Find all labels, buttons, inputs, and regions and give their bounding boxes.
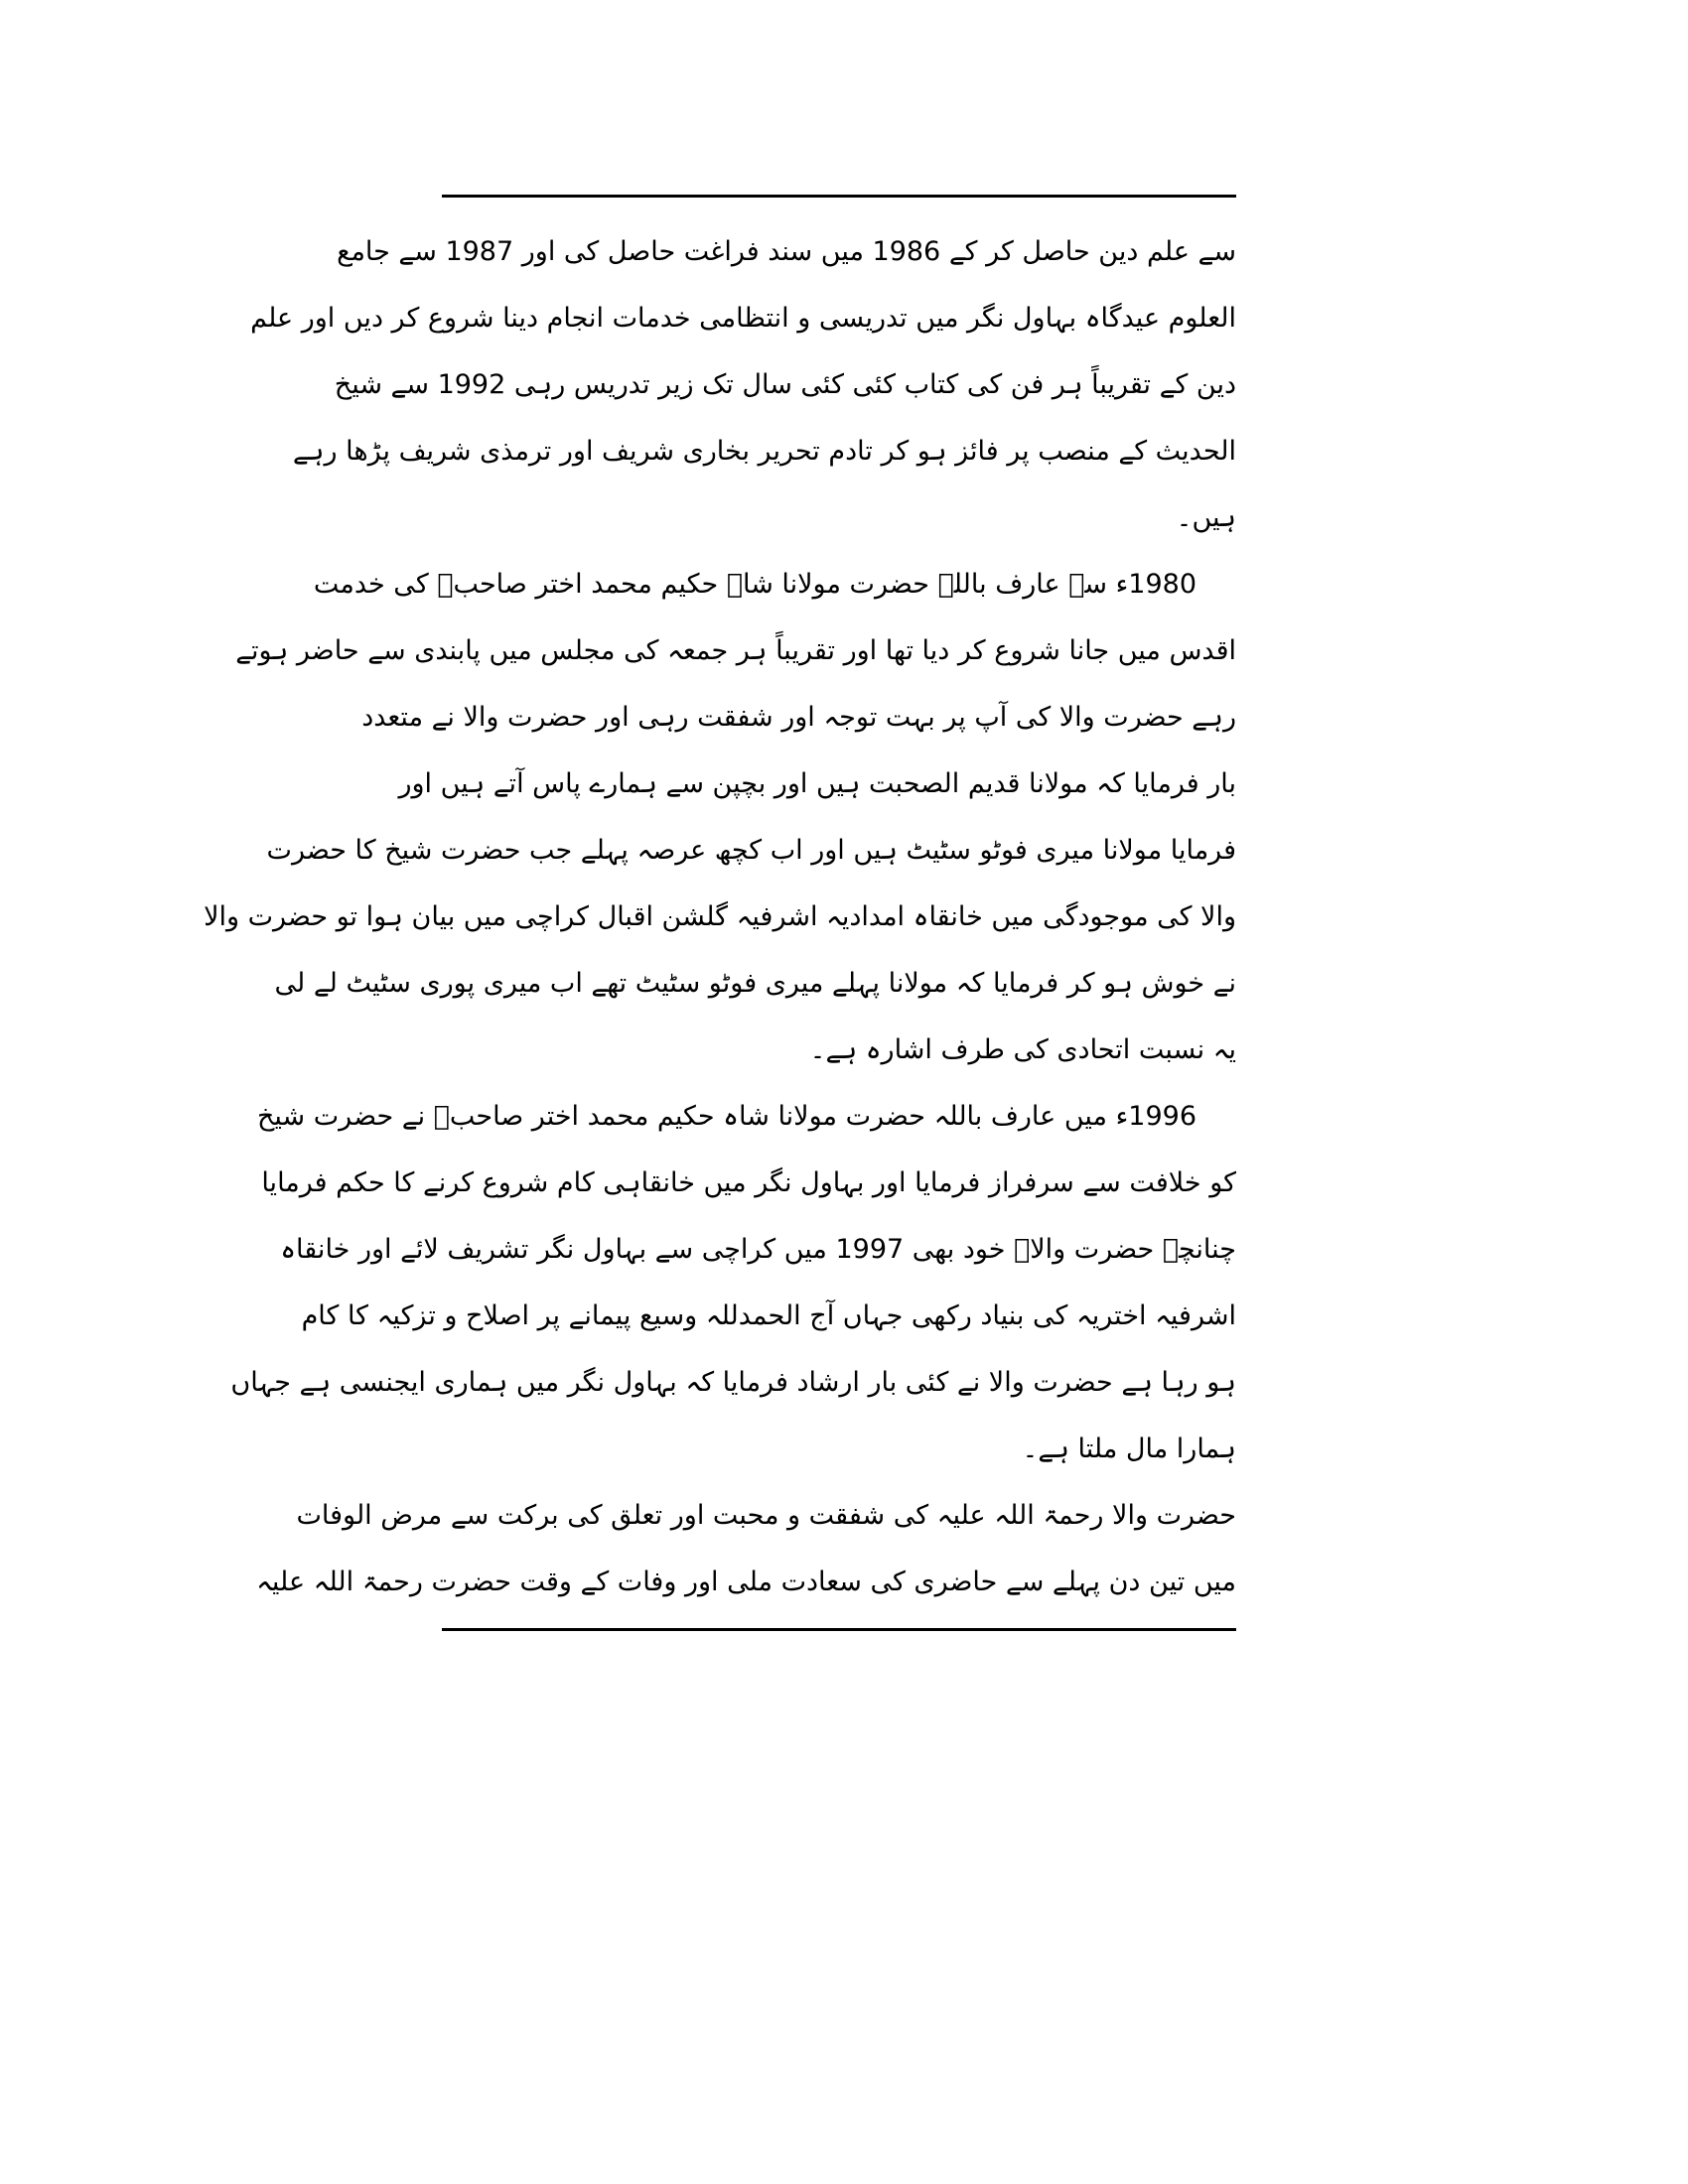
- body-text: [204, 218, 1236, 1615]
- text-line: نے خوش ہو کر فرمایا کہ مولانا پہلے میری فوٹو سٹیٹ تھے اب میری پوری سٹیٹ لے لی: [274, 968, 1236, 999]
- paragraph-1: [250, 218, 1236, 551]
- text-line: چنانچہ حضرت والاؒ خود بھی 1997 میں کراچی سے بہاول نگر تشریف لائے اور خانقاہ: [280, 1234, 1236, 1265]
- text-line: ہو رہا ہے حضرت والا نے کئی بار ارشاد فرمایا کہ بہاول نگر میں ہماری ایجنسی ہے جہاں: [230, 1367, 1236, 1398]
- text-line: رہے حضرت والا کی آپ پر بہت توجہ اور شفقت رہی اور حضرت والا نے متعدد: [361, 702, 1236, 733]
- document-page: [204, 189, 1236, 1638]
- text-line: میں تین دن پہلے سے حاضری کی سعادت ملی اور وفات کے وقت حضرت رحمۃ اللہ علیہ: [256, 1567, 1236, 1597]
- text-line: اشرفیہ اختریہ کی بنیاد رکھی جہاں آج الحمدللہ وسیع پیمانے پر اصلاح و تزکیہ کا کام: [301, 1300, 1236, 1331]
- bottom-rule: [442, 1628, 1236, 1631]
- text-line: الحدیث کے منصب پر فائز ہو کر تادم تحریر بخاری شریف اور ترمذی شریف پڑھا رہے: [292, 436, 1236, 467]
- paragraph-2: [204, 551, 1236, 1083]
- paragraph-4: [256, 1482, 1236, 1615]
- text-line: فرمایا مولانا میری فوٹو سٹیٹ ہیں اور اب کچھ عرصہ پہلے جب حضرت شیخ کا حضرت: [266, 835, 1236, 866]
- text-line: بار فرمایا کہ مولانا قدیم الصحبت ہیں اور بچپن سے ہمارے پاس آتے ہیں اور: [398, 768, 1236, 799]
- text-line: دین کے تقریباً ہر فن کی کتاب کئی کئی سال تک زیر تدریس رہی 1992 سے شیخ: [334, 369, 1236, 400]
- text-line: کو خلافت سے سرفراز فرمایا اور بہاول نگر میں خانقاہی کام شروع کرنے کا حکم فرمایا: [261, 1167, 1236, 1198]
- text-line: ہیں۔: [1176, 502, 1236, 533]
- text-line: اقدس میں جانا شروع کر دیا تھا اور تقریباً ہر جمعہ کی مجلس میں پابندی سے حاضر ہوتے: [235, 635, 1236, 666]
- text-line: یہ نسبت اتحادی کی طرف اشارہ ہے۔: [809, 1034, 1236, 1065]
- text-line: 1996ء میں عارف باللہ حضرت مولانا شاہ حکیم محمد اختر صاحبؒ نے حضرت شیخ: [256, 1101, 1196, 1132]
- paragraph-3: [230, 1083, 1236, 1482]
- text-line: ہمارا مال ملتا ہے۔: [1022, 1433, 1236, 1464]
- text-line: 1980ء سے عارف باللہ حضرت مولانا شاہ حکیم محمد اختر صاحبؒ کی خدمت: [313, 569, 1196, 600]
- text-line: حضرت والا رحمۃ اللہ علیہ کی شفقت و محبت اور تعلق کی برکت سے مرض الوفات: [296, 1500, 1236, 1531]
- text-line: سے علم دین حاصل کر کے 1986 میں سند فراغت حاصل کی اور 1987 سے جامع: [337, 236, 1236, 267]
- top-rule: [442, 195, 1236, 198]
- text-line: العلوم عیدگاہ بہاول نگر میں تدریسی و انتظامی خدمات انجام دینا شروع کر دیں اور علم: [250, 303, 1236, 334]
- text-line: والا کی موجودگی میں خانقاہ امدادیہ اشرفیہ گلشن اقبال کراچی میں بیان ہوا تو حضرت والا: [204, 901, 1236, 932]
